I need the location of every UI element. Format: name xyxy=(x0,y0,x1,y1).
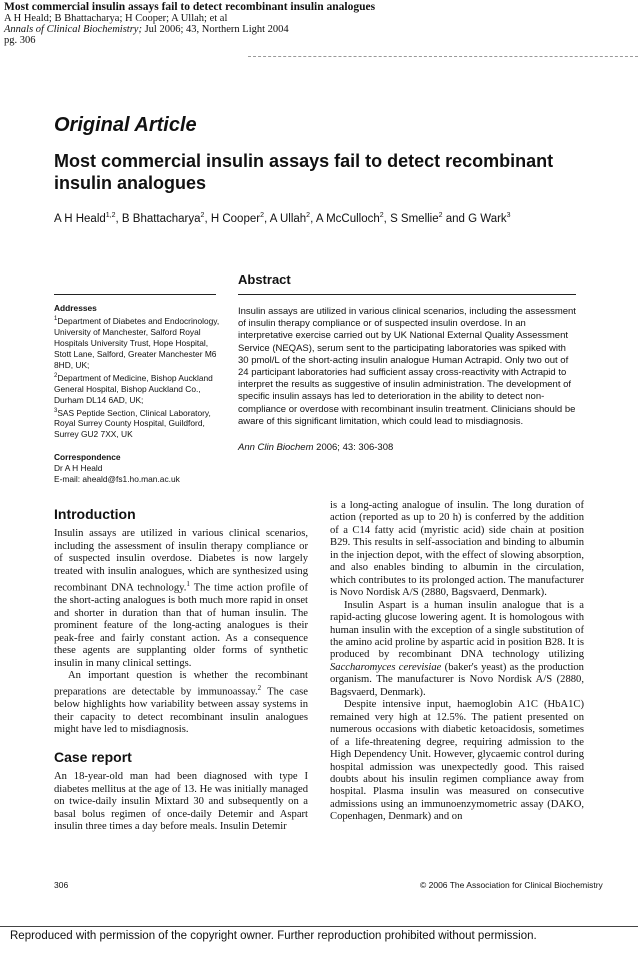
author-affiliation: 3 xyxy=(506,212,511,219)
author-name: B Bhattacharya xyxy=(121,212,201,225)
correspondence-email: E-mail: aheald@fs1.ho.man.ac.uk xyxy=(54,474,180,484)
correspondence-block xyxy=(54,452,224,485)
article-type: Original Article xyxy=(54,114,197,136)
article-title: Most commercial insulin assays fail to detect recombinant insulin analogues xyxy=(54,151,554,193)
abstract-text: Insulin assays are utilized in various clinical scenarios, including the assessment of insulin therapy compliance or of suspected insulin overdose. In an interpretative exercise carried out by UK National External Quality Assessment Service (NEQAS), serum sent to the participating laboratories was spiked with 30 pmol/L of the short-acting insulin analogue Human Actrapid. Only two out of 24 participant laboratories had sufficient assay cross-reactivity with Actrapid to interpret the results as suggestive of insulin administration. The development of specific insulin assays has led to deterioration in the ability to detect non-compliance or overdose with recombinant insulin treatment. Clinicians should be aware of this significant limitation, which could lead to misdiagnosis. xyxy=(238,306,576,427)
header-title: Most commercial insulin assays fail to detect recombinant insulin analogues xyxy=(4,1,376,13)
addresses-label: Addresses xyxy=(54,303,97,313)
address-item: $^3$SAS Peptide Section, Clinical Laboratory, Royal Surrey County Hospital, Guildford, Surrey GU2 7XX, UK xyxy=(54,407,211,440)
correspondence-label: Correspondence xyxy=(54,452,121,462)
left-rule xyxy=(54,294,216,295)
header-issue: Jul 2006; 43, Northern Light 2004 xyxy=(141,24,289,35)
copyright-notice: © 2006 The Association for Clinical Biochemistry xyxy=(420,880,603,890)
author-name: A McCulloch xyxy=(315,212,380,225)
author-affiliation: 1,2 xyxy=(105,212,116,219)
author-name: G Wark xyxy=(468,212,507,225)
document-header xyxy=(4,2,632,46)
addresses-block xyxy=(54,303,224,440)
author-affiliation: 2 xyxy=(379,212,384,219)
reproduction-notice: Reproduced with permission of the copyright owner. Further reproduction prohibited without permission. xyxy=(10,930,537,942)
intro-paragraph: An important question is whether the recombinant preparations are detectable by immunoassay.$^2$ The case below highlights how variability between assay systems in their capacity to detect recombinant insulin analogues might have led to misdiagnosis. xyxy=(54,669,308,736)
page-number: 306 xyxy=(54,880,69,890)
header-journal: Annals of Clinical Biochemistry; xyxy=(4,24,142,35)
body-paragraph: Despite intensive input, haemoglobin A1C (HbA1C) remained very high at 12.5%. The patient presented on numerous occasions with diabetic ketoacidosis, sometimes of a life-threatening degree, requiring admission to the High Dependency Unit. However, glycaemic control during hospital admission was unexpectedly good. This raised doubts about his insulin regimen compliance away from hospital. Plasma insulin was measured on consecutive admissions using an immunoenzymometric assay (DAKO, Copenhagen, Denmark) and on xyxy=(330,699,584,823)
abstract-citation: Ann Clin Biochem 2006; 43: 306-308 xyxy=(238,442,394,453)
address-item: $^2$Department of Medicine, Bishop Auckland General Hospital, Bishop Auckland Co., Durham DL14 6AD, UK; xyxy=(54,372,213,405)
header-page: pg. 306 xyxy=(4,35,36,46)
author-name: A Ullah xyxy=(269,212,307,225)
intro-paragraph: Insulin assays are utilized in various clinical scenarios, including the assessment of insulin therapy compliance or of suspected insulin overdose. Diabetes is now largely treated with insulin analogues, which are synthesized using recombinant DNA technology.$^1$ The time action profile of the short-acting analogues is both much more rapid in onset and shorter in duration than that of human insulin. The prominent feature of the long-acting analogues is their peak-free and fairly constant action. As a consequence these agents are supplanting older forms of synthetic insulin in many clinical settings. xyxy=(54,528,308,669)
author-affiliation: 2 xyxy=(200,212,205,219)
author-affiliation: 2 xyxy=(306,212,311,219)
case-paragraph: An 18-year-old man had been diagnosed with type I diabetes mellitus at the age of 13. He was initially managed on twice-daily insulin Mixtard 30 and subsequently on a basal bolus regimen of once-daily Detemir and Aspart insulin three times a day before meals. Insulin Detemir xyxy=(54,771,308,833)
body-paragraph: is a long-acting analogue of insulin. The long duration of action (reported as up to 20 h) is conferred by the addition of a C14 fatty acid (myristic acid) side chain at position B29. This results in self-association and binding to albumin in the injection depot, with the effect of slowing absorption, and also enables binding to albumin in the circulation, which contributes to its prolonged action. The manufacturer is Novo Nordisk A/S (2880, Bagsvaerd, Denmark). xyxy=(330,500,584,599)
address-item: $^1$Department of Diabetes and Endocrinology, University of Manchester, Salford Royal Hospitals University Trust, Hope Hospital, Stott Lane, Salford, Greater Manchester M6 8HD, UK; xyxy=(54,315,220,370)
header-source xyxy=(4,24,632,35)
body-paragraph: Insulin Aspart is a human insulin analogue that is a rapid-acting glucose lowering agent. It is homologous with human insulin with the exception of a single substitution of the amino acid proline by aspartic acid in position B28. It is produced by recombinant DNA technology utilizing Saccharomyces cerevisiae (baker's yeast) as the production organism. The manufacturer is Novo Nordisk A/S (2880, Bagsvaerd, Denmark). xyxy=(330,599,584,698)
introduction-heading: Introduction xyxy=(54,506,136,522)
header-divider xyxy=(248,56,638,57)
right-column xyxy=(330,500,584,824)
correspondence-name: Dr A H Heald xyxy=(54,463,103,473)
author-name: H Cooper xyxy=(210,212,261,225)
header-authors: A H Heald; B Bhattacharya; H Cooper; A Ullah; et al xyxy=(4,13,228,24)
case-report-heading: Case report xyxy=(54,748,132,765)
author-name: A H Heald xyxy=(54,212,106,225)
author-affiliation: 2 xyxy=(260,212,264,219)
left-column xyxy=(54,508,308,833)
footer-divider xyxy=(0,926,638,927)
article-authors: A H Heald$^{1,2}$, B Bhattacharya$^2$, H Cooper$^2$, A Ullah$^2$, A McCulloch$^2$, S Smellie$^2$ and G Wark$^3$ xyxy=(54,212,511,225)
abstract-heading: Abstract xyxy=(238,272,291,287)
author-name: S Smellie xyxy=(390,212,439,225)
author-affiliation: 2 xyxy=(438,212,443,219)
abstract-rule xyxy=(238,294,576,295)
